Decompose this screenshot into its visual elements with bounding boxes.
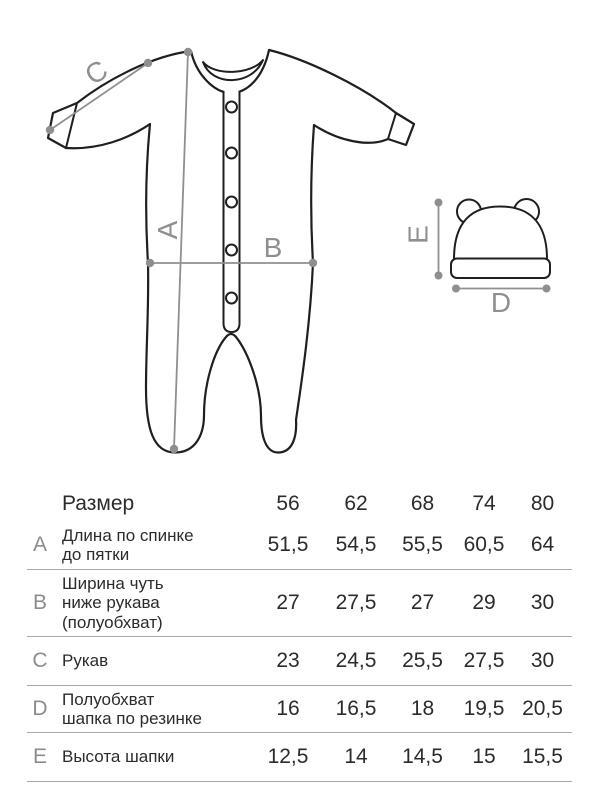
row-value: 18 [410,697,435,720]
header-size-68: 68 [410,491,435,515]
row-value: 64 [530,533,555,556]
size-table-header [27,486,572,521]
row-value: 54,5 [335,533,377,556]
row-letter: C [32,649,48,672]
measure-dot [435,199,443,207]
measure-dot [452,285,460,293]
row-value: 55,5 [402,533,443,556]
row-value: 30 [530,591,555,614]
row-letter: A [32,533,47,556]
header-size-62: 62 [344,491,368,515]
header-size-56: 56 [276,491,300,515]
row-label: Длина по спинке до пятки [62,525,194,564]
header-size-74: 74 [472,491,496,515]
measure-label-d: D [490,287,512,318]
header-size-80: 80 [530,491,555,515]
row-value: 51,5 [267,533,309,556]
measure-dot [170,445,178,453]
table-row-c [27,637,572,686]
row-value: 15 [472,745,496,768]
row-value: 20,5 [522,697,563,720]
row-value: 29 [472,591,496,614]
row-label: Рукав [62,651,109,671]
row-value: 15,5 [522,745,563,768]
row-letter: B [32,591,47,614]
table-row-b [27,570,572,637]
row-value: 27 [276,591,300,614]
measure-label-a: A [152,220,183,240]
measure-label-b: B [263,232,283,263]
table-row-a [27,521,572,570]
measure-label-e: E [402,225,434,244]
snap-button [226,148,237,159]
row-label: Полуобхват шапка по резинке [62,689,202,728]
row-value: 16,5 [335,697,377,720]
row-value: 24,5 [335,649,377,672]
table-row-e [27,733,572,782]
snap-button [226,102,237,113]
snap-button [226,293,237,304]
measure-dot [435,272,443,280]
row-value: 23 [276,649,300,672]
snap-button [226,245,237,256]
row-value: 25,5 [402,649,443,672]
row-value: 19,5 [463,697,505,720]
row-value: 12,5 [267,745,309,768]
row-label: Ширина чуть ниже рукава (полуобхват) [62,574,164,632]
measure-dot [144,59,152,67]
measure-label-c: C [79,53,114,91]
row-value: 16 [276,697,300,720]
row-value: 14,5 [402,745,443,768]
table-row-d [27,686,572,733]
measure-dot [184,48,192,56]
snap-button [226,197,237,208]
header-size-label: Размер [62,491,135,515]
measure-dot [146,259,154,267]
hat-brim [451,259,550,279]
row-value: 60,5 [463,533,505,556]
row-value: 27 [410,591,435,614]
measure-dot [309,259,317,267]
row-letter: E [32,745,47,768]
measure-dot [46,126,54,134]
row-value: 27,5 [463,649,505,672]
row-value: 30 [530,649,555,672]
row-value: 27,5 [335,591,377,614]
collar-band [203,60,263,80]
hat-drawing [451,199,550,278]
row-letter: D [32,697,48,720]
measure-dot [543,285,551,293]
row-value: 14 [344,745,368,768]
row-label: Высота шапки [62,747,175,767]
size-table [27,486,572,782]
